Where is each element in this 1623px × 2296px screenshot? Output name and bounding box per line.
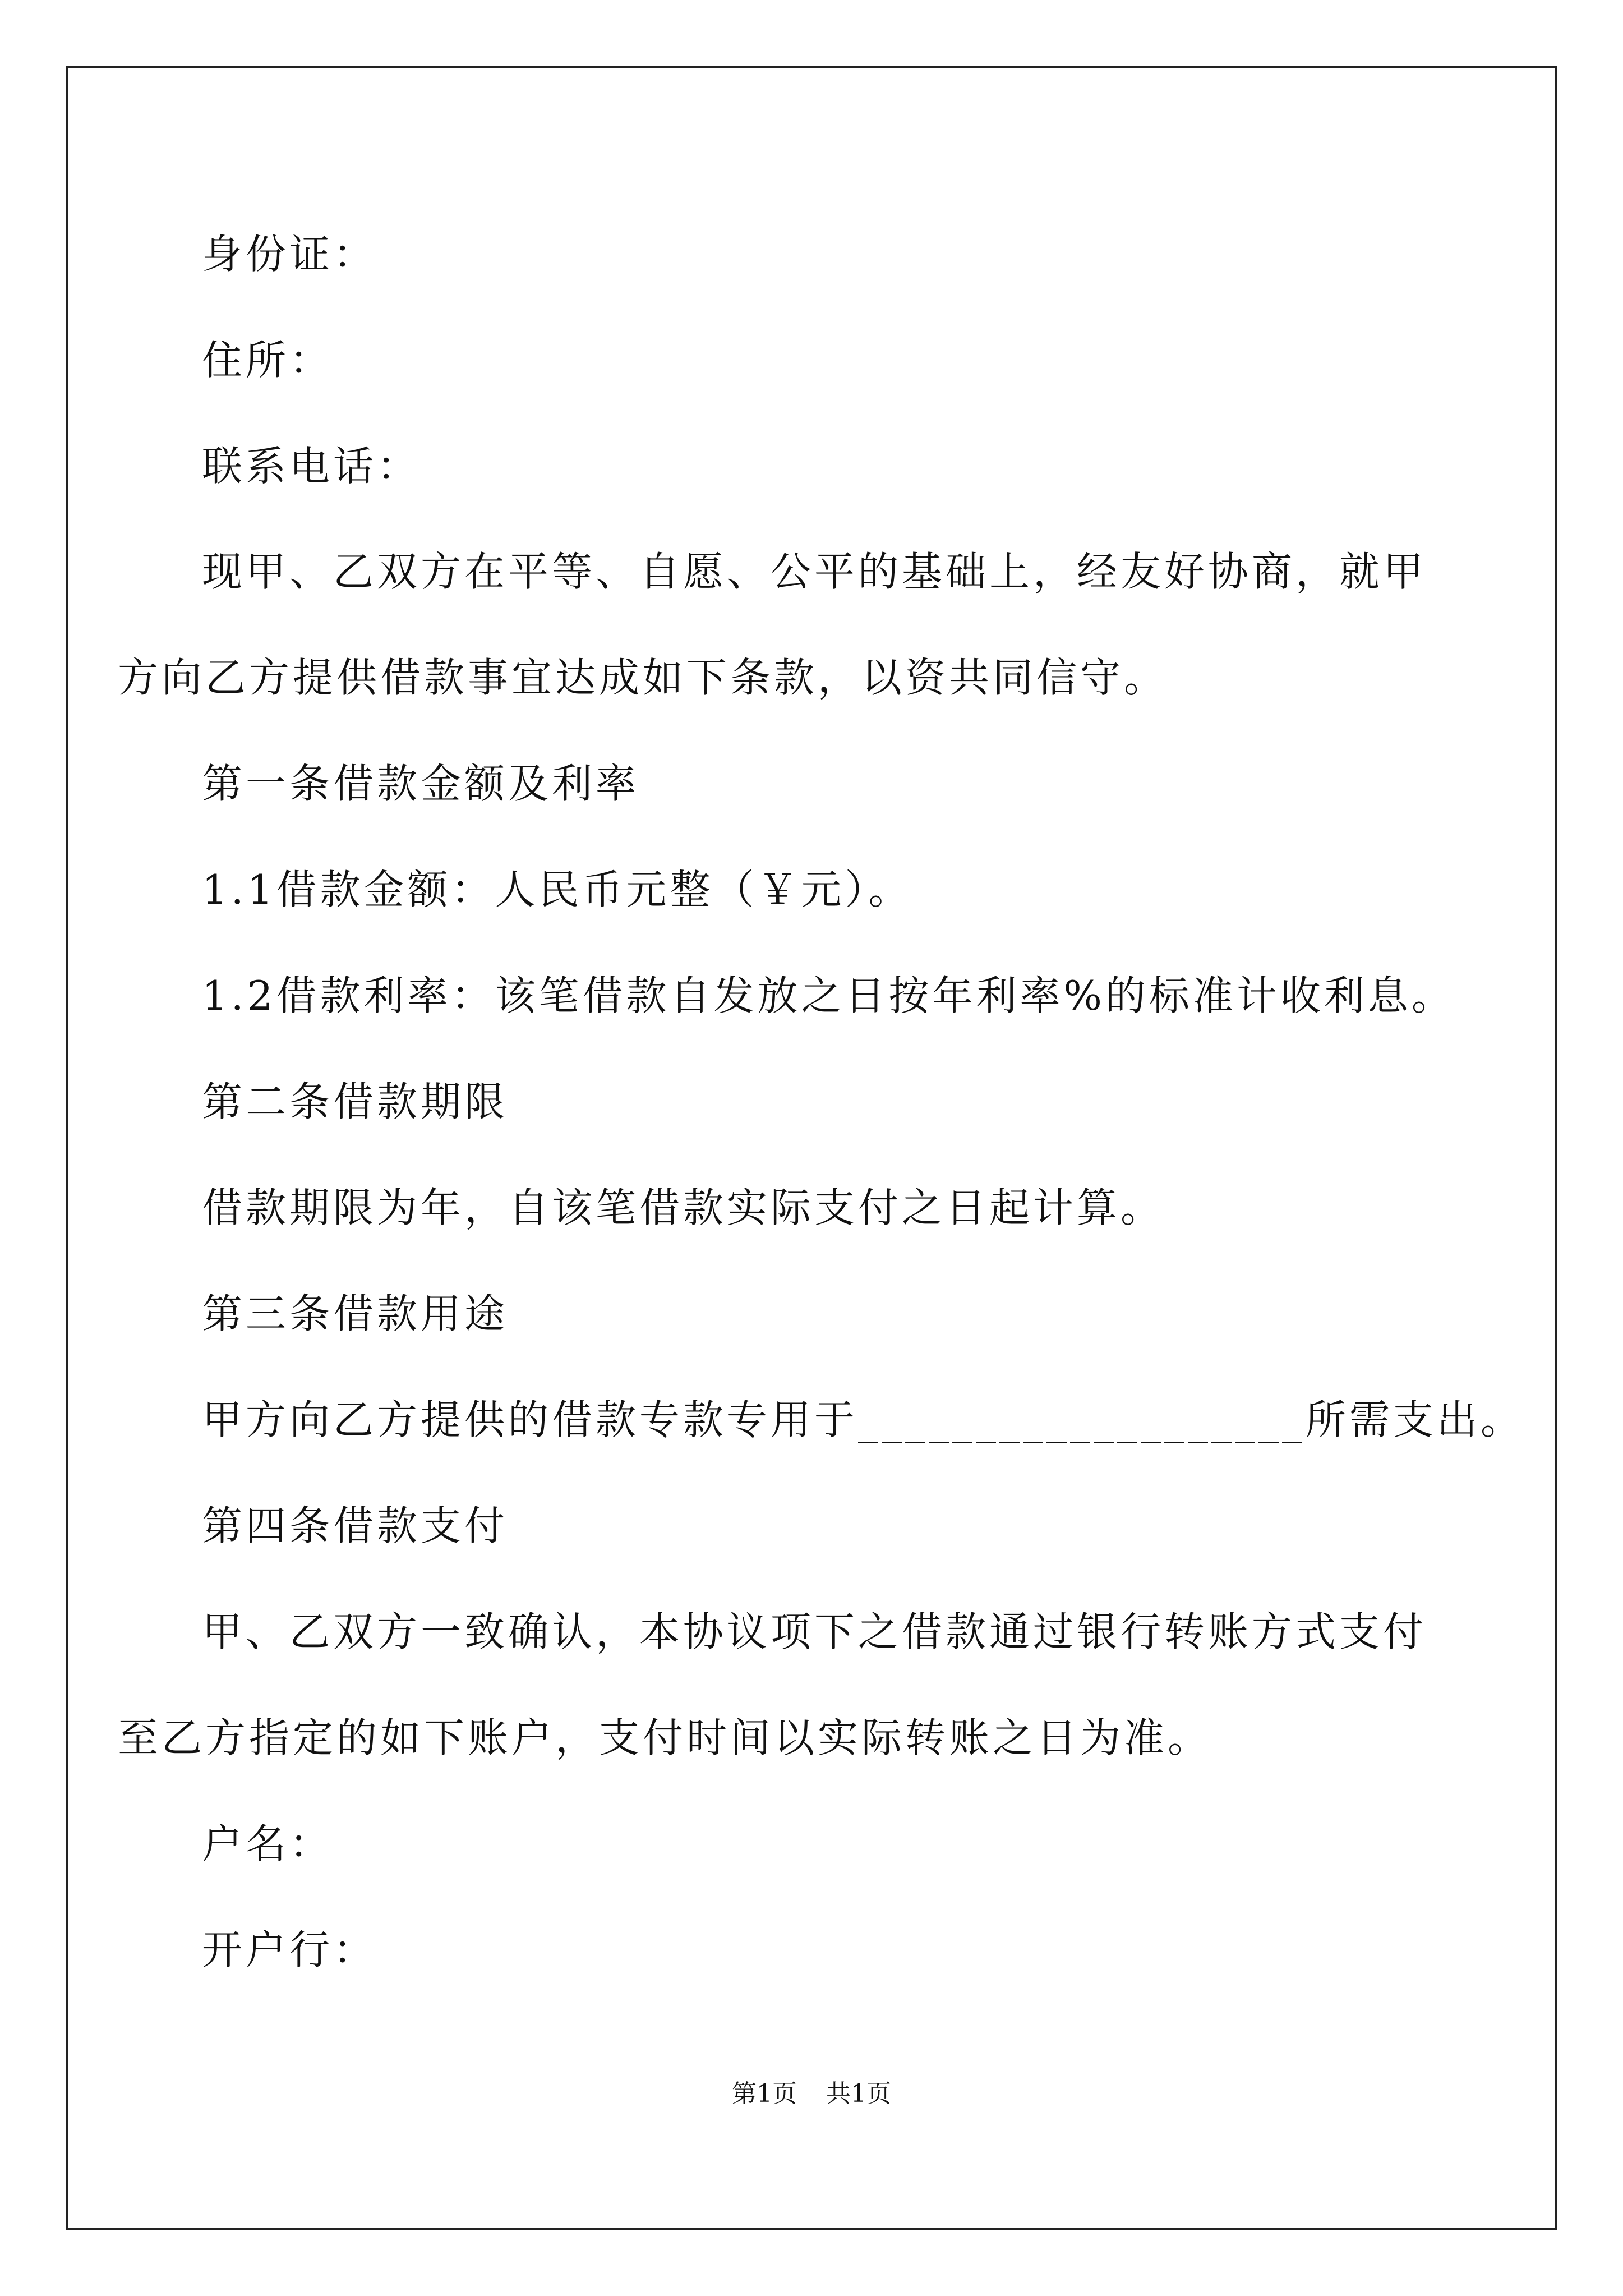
payment-line-1: 甲、乙双方一致确认，本协议项下之借款通过银行转账方式支付 [202,1608,1427,1655]
article-1-heading: 第一条借款金额及利率 [202,760,640,807]
clause-1-2: 1.2借款利率：该笔借款自发放之日按年利率%的标准计收利息。 [202,972,1455,1019]
article-3-heading: 第三条借款用途 [202,1290,509,1337]
loan-term-text: 借款期限为年，自该笔借款实际支付之日起计算。 [202,1184,1165,1231]
id-card-label: 身份证： [202,231,377,278]
page-total: 共1页 [826,2079,891,2108]
article-4-heading: 第四条借款支付 [202,1502,509,1549]
address-label: 住所： [202,337,334,384]
page-border [66,66,1557,2230]
article-2-heading: 第二条借款期限 [202,1078,509,1125]
payment-line-2: 至乙方指定的如下账户，支付时间以实际转账之日为准。 [118,1714,1212,1761]
account-name-label: 户名： [202,1820,334,1867]
loan-purpose-text: 甲方向乙方提供的借款专款专用于___________________所需支出。 [202,1396,1525,1443]
clause-1-1: 1.1借款金额：人民币元整（￥元）。 [202,866,912,913]
bank-label: 开户行： [202,1926,377,1973]
preamble-line-2: 方向乙方提供借款事宜达成如下条款，以资共同信守。 [118,654,1168,701]
preamble-line-1: 现甲、乙双方在平等、自愿、公平的基础上，经友好协商，就甲 [202,548,1427,595]
page-footer [0,2077,1623,2111]
page-number: 第1页 [732,2079,797,2108]
phone-label: 联系电话： [202,443,421,490]
